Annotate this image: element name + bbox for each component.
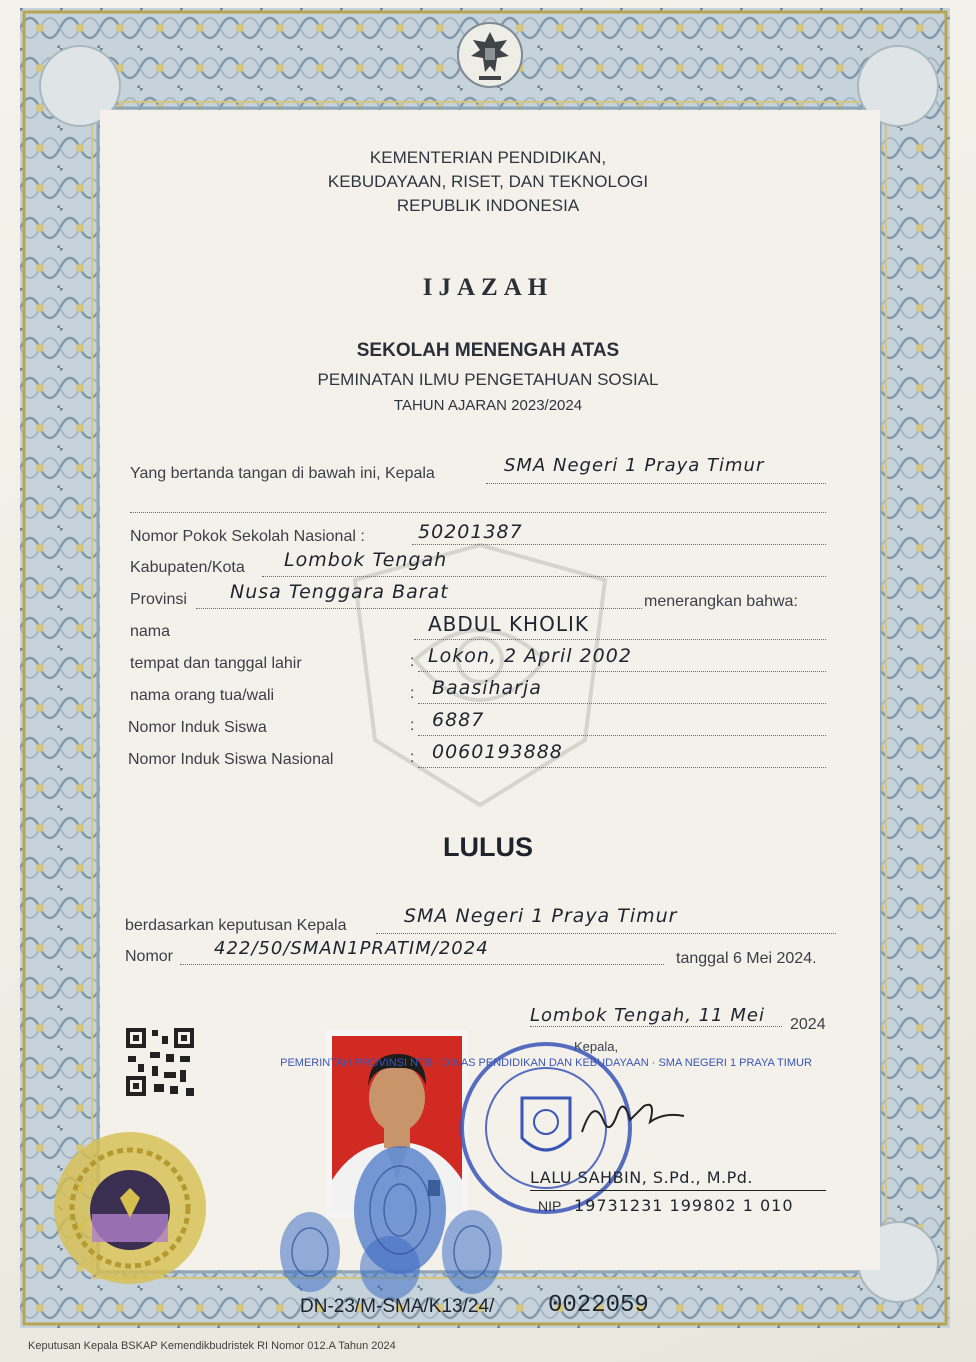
decision-label: berdasarkan keputusan Kepala — [125, 917, 347, 934]
program: PEMINATAN ILMU PENGETAHUAN SOSIAL — [317, 370, 659, 389]
hologram-seal-icon — [40, 1128, 220, 1288]
field-underline — [418, 703, 826, 704]
npsn-label: Nomor Pokok Sekolah Nasional : — [130, 528, 365, 545]
decision-underline — [376, 933, 836, 934]
colon: : — [410, 717, 415, 734]
npsn-underline — [412, 544, 826, 545]
number-underline — [180, 964, 664, 965]
decision-date: tanggal 6 Mei 2024. — [676, 950, 817, 967]
intro-value: SMA Negeri 1 Praya Timur — [504, 455, 765, 476]
signature-scribble — [574, 1092, 694, 1142]
nip-value: 19731231 199802 1 010 — [574, 1196, 794, 1215]
garuda-emblem-icon — [455, 20, 525, 90]
nip-label: NIP — [538, 1198, 562, 1214]
signatory-name: LALU SAHBIN, S.Pd., M.Pd. — [530, 1168, 753, 1187]
province-label: Provinsi — [130, 591, 187, 608]
city-underline — [262, 576, 826, 577]
blank-underline — [130, 512, 826, 513]
province-underline — [196, 608, 642, 609]
city-label: Kabupaten/Kota — [130, 559, 245, 576]
intro-label: Yang bertanda tangan di bawah ini, Kepala — [130, 465, 435, 482]
place-date-value: Lombok Tengah, 11 Mei — [530, 1005, 765, 1026]
ministry-line-2: KEBUDAYAAN, RISET, DAN TEKNOLOGI — [327, 172, 649, 191]
signatory-underline — [530, 1190, 826, 1191]
ministry-line-1: KEMENTERIAN PENDIDIKAN, — [369, 148, 607, 167]
field-label-name: nama — [130, 623, 171, 640]
decision-value: SMA Negeri 1 Praya Timur — [404, 905, 678, 927]
ministry-line-3: REPUBLIK INDONESIA — [396, 196, 580, 215]
field-label-nis: Nomor Induk Siswa — [128, 719, 267, 736]
colon: : — [410, 749, 415, 766]
field-label-birth: tempat dan tanggal lahir — [130, 655, 302, 672]
field-underline — [418, 767, 826, 768]
place-date-year: 2024 — [790, 1016, 826, 1033]
field-label-parent: nama orang tua/wali — [130, 687, 275, 704]
document-title: IJAZAH — [422, 274, 554, 301]
serial-prefix: DN-23/M-SMA/K13/24/ — [300, 1296, 495, 1317]
field-underline — [418, 671, 826, 672]
colon: : — [410, 685, 415, 702]
field-underline — [418, 735, 826, 736]
number-label: Nomor — [125, 948, 174, 965]
number-value: 422/50/SMAN1PRATIM/2024 — [214, 938, 489, 959]
declares-text: menerangkan bahwa: — [644, 593, 798, 610]
field-label-nisn: Nomor Induk Siswa Nasional — [128, 751, 334, 768]
field-value-birth: Lokon, 2 April 2002 — [428, 645, 632, 667]
colon: : — [410, 653, 415, 670]
serial-number: 0022059 — [548, 1292, 649, 1319]
head-label: Kepala, — [574, 1039, 619, 1054]
intro-underline — [486, 483, 826, 484]
footer-decree: Keputusan Kepala BSKAP Kemendikbudristek RI Nomor 012.A Tahun 2024 — [28, 1340, 396, 1352]
field-value-nis: 6887 — [432, 709, 485, 731]
stamp-text: PEMERINTAH PROVINSI NTB · DINAS PENDIDIKAN DAN KEBUDAYAAN · SMA NEGERI 1 PRAYA TIMUR — [280, 1057, 812, 1069]
field-value-nisn: 0060193888 — [432, 741, 563, 763]
school-level: SEKOLAH MENENGAH ATAS — [356, 340, 620, 361]
place-date-underline — [530, 1026, 782, 1027]
field-underline — [414, 639, 826, 640]
field-value-parent: Baasiharja — [432, 677, 542, 699]
qr-code-icon — [124, 1026, 196, 1098]
city-value: Lombok Tengah — [284, 549, 448, 571]
npsn-value: 50201387 — [418, 521, 523, 543]
province-value: Nusa Tenggara Barat — [230, 581, 449, 603]
academic-year: TAHUN AJARAN 2023/2024 — [393, 397, 583, 414]
graduation-result: LULUS — [443, 832, 533, 862]
field-value-name: ABDUL KHOLIK — [428, 612, 589, 636]
